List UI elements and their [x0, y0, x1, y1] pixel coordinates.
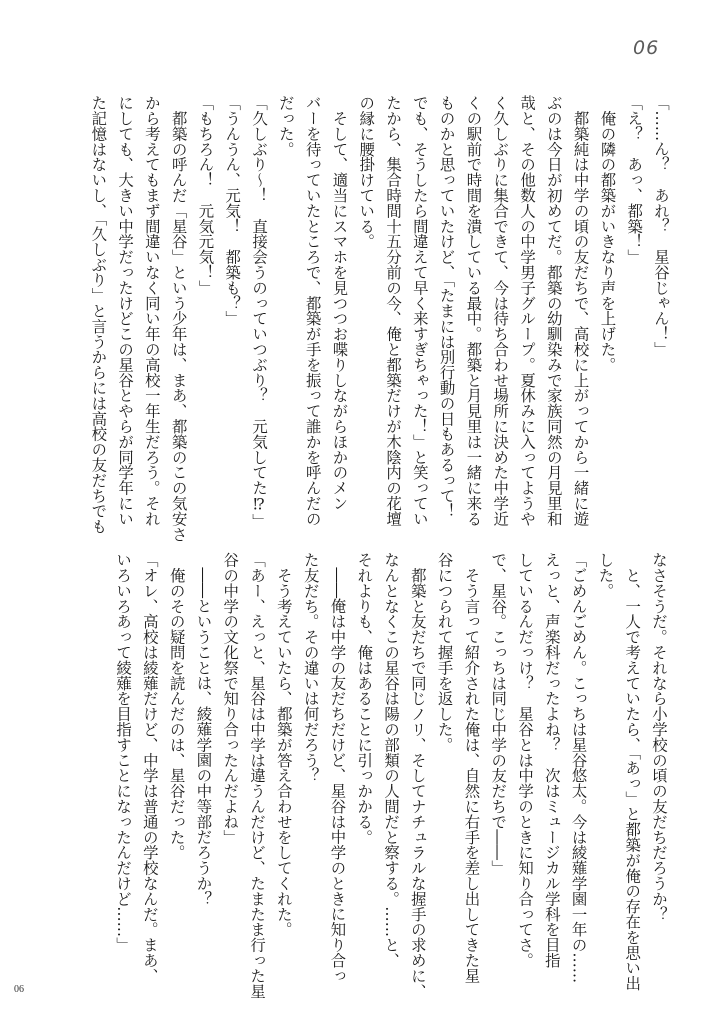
text-line: しているんだっけ？ 星谷とは中学のときに知り合ってさ。: [516, 552, 535, 968]
text-line: 「オレ、高校は綾薙だけど、中学は普通の学校なんだ。まあ、: [140, 552, 159, 984]
text-line: ――ということは、綾薙学園の中等部だろうか？: [194, 552, 213, 907]
footer-page-number: 06: [14, 984, 24, 995]
text-line: 都築の呼んだ「星谷」という少年は、まあ、都築のこの気安さ: [169, 95, 188, 542]
text-line: 「え？ あっ、都築！」: [625, 95, 644, 265]
text-line: バーを待っていたところで、都築が手を振って誰かを呼んだの: [303, 95, 322, 527]
text-line: 「うんうん、元気！ 都築も？」: [223, 95, 242, 326]
text-line: で、星谷。こっちは同じ中学の友だちで――」: [489, 552, 508, 876]
text-line: 都築と友だちで同じノリ、そしてナチュラルな握手の求めに、: [408, 552, 427, 999]
text-line: た友だち。その違いは何だろう？: [301, 552, 320, 783]
text-line: 「あー、えっと、星谷は中学は違うんだけど、たまたま行った星: [248, 552, 267, 999]
text-line: くの駅前で時間を潰している最中。都築と月見里は一緒に来る: [464, 95, 483, 527]
text-line: 「久しぶり〜！ 直接会うのっていつぶり？ 元気してた⁉」: [250, 95, 269, 529]
text-line: そう考えていたら、都築が答え合わせをしてくれた。: [274, 552, 293, 937]
text-line: たから、集合時間十五分前の今、俺と都築だけが木陰内の花壇: [384, 95, 403, 527]
text-line: なさそうだ。それなら小学校の頃の友だちだろうか？: [650, 552, 668, 922]
text-line: なんとなくこの星谷は陽の部類の人間だと察する。……と、: [382, 552, 401, 968]
text-line: した。: [596, 552, 615, 599]
text-line: ぶのは今日が初めてだ。都築の幼馴染みで家族同然の月見里和: [544, 95, 563, 527]
text-line: ――俺は中学の友だちだけど、星谷は中学のときに知り合っ: [328, 552, 347, 984]
text-line: そして、適当にスマホを見つつお喋りしながらほかのメン: [330, 95, 349, 511]
text-line: 谷の中学の文化祭で知り合ったんだよね」: [221, 552, 240, 845]
text-line: 「もちろん！ 元気元気！」: [196, 95, 215, 296]
text-line: だった。: [276, 95, 295, 157]
text-line: 谷につられて握手を返した。: [435, 552, 454, 753]
text-line: た記憶はないし、「久しぶり」と言うからには高校の友だちでも: [89, 95, 108, 534]
text-line: にしても、大きい中学だったけどこの星谷とやらが同学年にい: [116, 95, 135, 527]
text-line: 哉と、その他数人の中学男子グループ。夏休みに入ってようや: [518, 95, 537, 527]
text-line: 「……ん？ あれ？ 星谷じゃん！」: [652, 95, 670, 357]
text-line: 都築純は中学の頃の友だちで、高校に上がってから一緒に遊: [571, 95, 590, 527]
text-line: 俺の隣の都築がいきなり声を上げた。: [598, 95, 617, 373]
text-line: 「ごめんごめん。こっちは星谷悠太。今は綾薙学園一年の……: [569, 552, 588, 984]
text-line: から考えてもまず間違いなく同い年の高校一年生だろう。それ: [142, 95, 161, 527]
header-page-number: 06: [633, 37, 660, 59]
text-line: それよりも、俺はあることに引っかかる。: [355, 552, 374, 845]
text-line: そう言って紹介された俺は、自然に右手を差し出してきた星: [462, 552, 481, 984]
upper-text-block: [84, 95, 674, 545]
text-line: いろいろあって綾薙を目指すことになったんだけど……」: [114, 552, 133, 953]
text-line: ものかと思っていたけど、「たまには別行動の日もあるって！: [437, 95, 456, 519]
text-line: の縁に腰掛けている。: [357, 95, 376, 249]
text-line: く久しぶりに集合できて、今は待ち合わせ場所に決めた中学近: [491, 95, 510, 527]
lower-text-block: [109, 552, 672, 1002]
text-line: えっと、声楽科だったよね？ 次はミュージカル学科を目指: [542, 552, 561, 968]
text-line: と、一人で考えていたら、「あっ」と都築が俺の存在を思い出: [623, 552, 642, 991]
text-line: でも、そうしたら間違えて早く来すぎちゃった！」と笑ってい: [410, 95, 429, 527]
text-line: 俺のその疑問を読んだのは、星谷だった。: [167, 552, 186, 860]
